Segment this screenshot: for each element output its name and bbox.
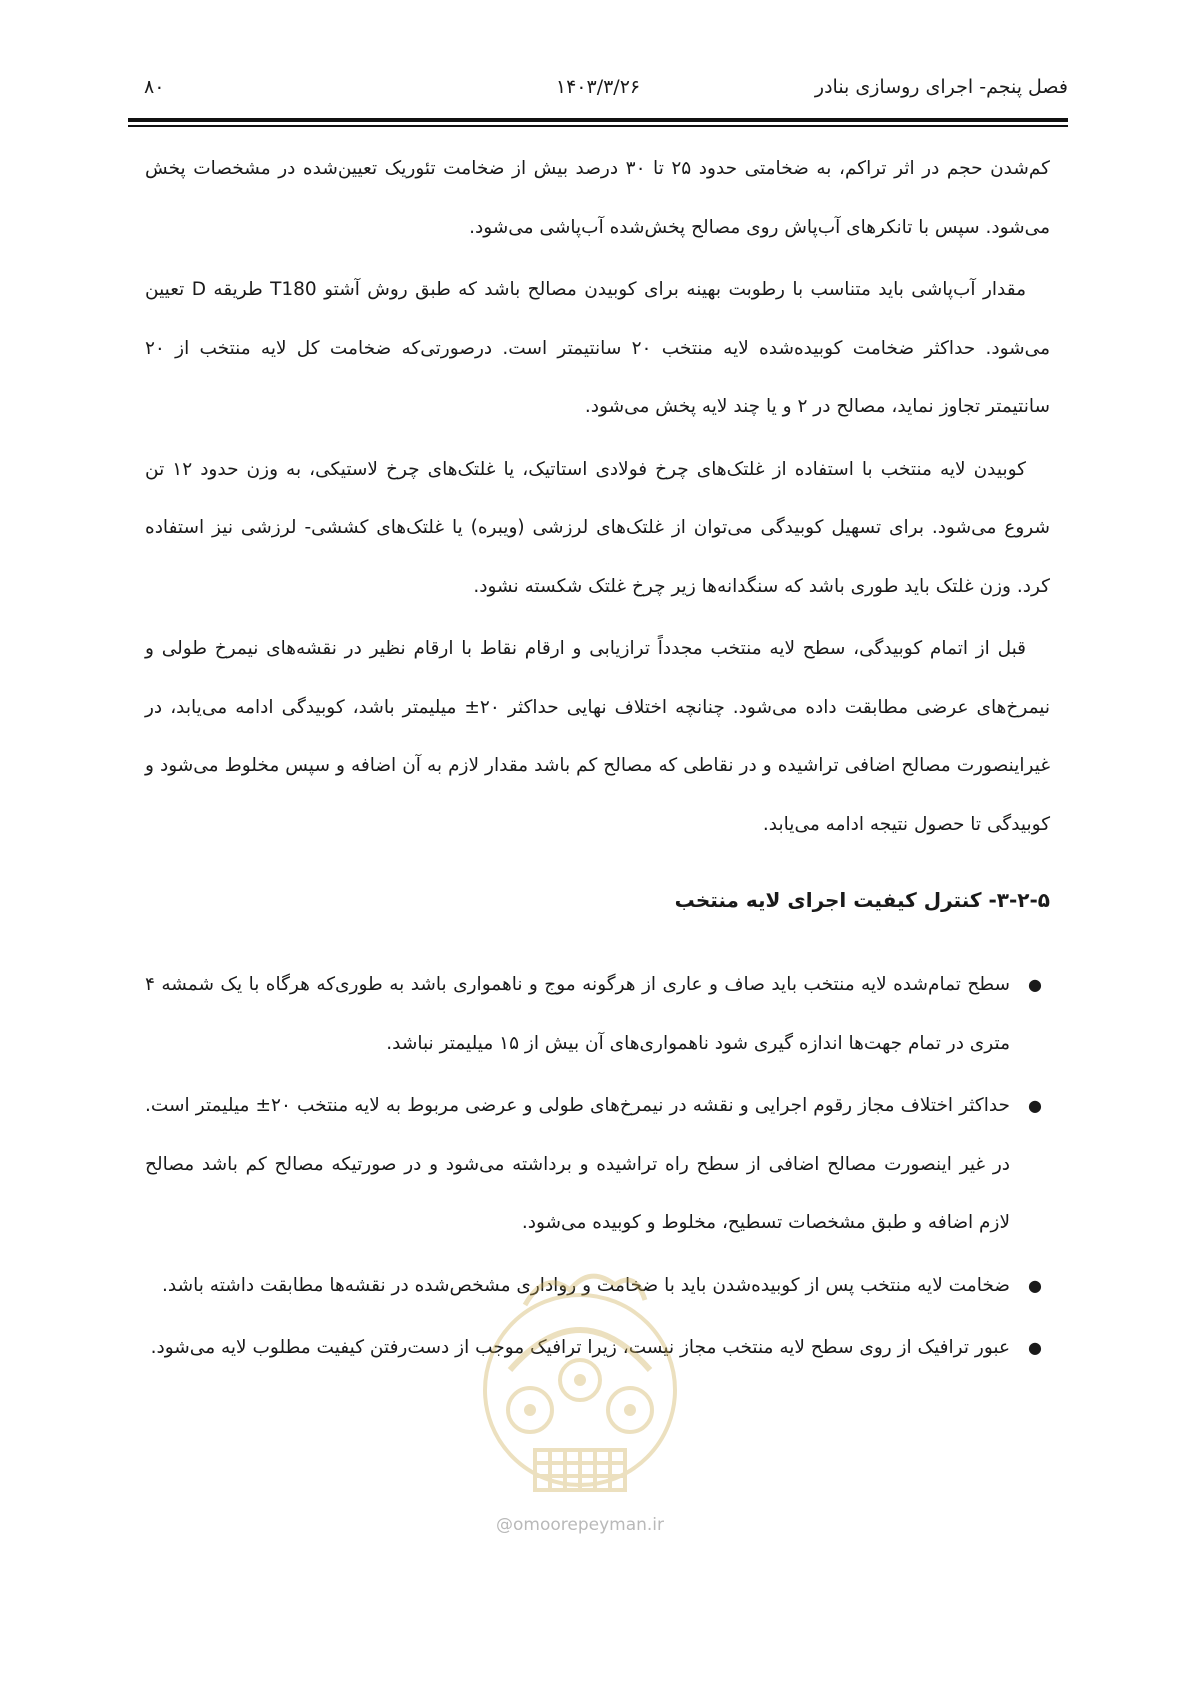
bullet-icon: ●	[1028, 1338, 1042, 1357]
body-content	[145, 140, 1050, 1382]
watermark-logo-icon	[450, 1250, 710, 1520]
bullet-text-3: ضخامت لایه منتخب پس از کوبیده‌شدن باید با ضخامت و رواداری مشخص‌شده در نقشه‌ها مطابقت داشته باشد.	[162, 1274, 1010, 1296]
page-header	[128, 76, 1068, 108]
bullet-icon: ●	[1028, 1275, 1042, 1295]
paragraph-4: قبل از اتمام کوبیدگی، سطح لایه منتخب مجدداً ترازیابی و ارقام نقاط با ارقام نظیر در نقشه‌های نیمرخ طولی و نیمرخ‌های عرضی مطابقت داده می‌شود. چنانچه اختلاف نهایی حداکثر ۲۰± میلیمتر باشد، کوبیدگی ادامه می‌یابد، در غیراینصورت مصالح اضافی تراشیده و در نقاطی که مصالح کم باشد مقدار لازم به آن اضافه و سپس مخلوط می‌شود و کوبیدگی تا حصول نتیجه ادامه می‌یابد.	[145, 638, 1050, 835]
paragraph-3: کوبیدن لایه منتخب با استفاده از غلتک‌های چرخ فولادی استاتیک، یا غلتک‌های چرخ لاستیکی، به وزن حدود ۱۲ تن شروع می‌شود. برای تسهیل کوبیدگی می‌توان از غلتک‌های لرزشی (ویبره) یا غلتک‌های کششی- لرزشی نیز استفاده کرد. وزن غلتک باید طوری باشد که سنگدانه‌ها زیر چرخ غلتک شکسته نشود.	[145, 458, 1050, 597]
bullet-icon: ●	[1028, 1096, 1042, 1115]
bullet-icon: ●	[1028, 975, 1042, 994]
bullet-text-1: سطح تمام‌شده لایه منتخب باید صاف و عاری از هرگونه موج و ناهمواری باشد به طوری‌که هرگاه با یک شمشه ۴ متری در تمام جهت‌ها اندازه گیری شود ناهمواری‌های آن بیش از ۱۵ میلیمتر نباشد.	[145, 974, 1010, 1054]
header-rule-thick	[128, 118, 1068, 122]
header-date: ۱۴۰۳/۳/۲۶	[555, 76, 641, 98]
bullet-item-1	[145, 956, 1050, 1073]
section-heading: ۳-۲-۵- کنترل کیفیت اجرای لایه منتخب	[674, 888, 1050, 912]
paragraph-1: کم‌شدن حجم در اثر تراکم، به ضخامتی حدود ۲۵ تا ۳۰ درصد بیش از ضخامت تئوریک تعیین‌شده در مشخصات پخش می‌شود. سپس با تانکرهای آب‌پاش روی مصالح پخش‌شده آب‌پاشی می‌شود.	[145, 158, 1050, 238]
bullet-text-2: حداکثر اختلاف مجاز رقوم اجرایی و نقشه در نیمرخ‌های طولی و عرضی مربوط به لایه منتخب ۲۰± میلیمتر است. در غیر اینصورت مصالح اضافی از سطح راه تراشیده و برداشته می‌شود و در صورتیکه مصالح کم باشد مصالح لازم اضافه و طبق مشخصات تسطیح، مخلوط و کوبیده می‌شود.	[145, 1095, 1010, 1233]
page-number: ۸۰	[144, 76, 165, 98]
watermark-url: @omoorepeyman.ir	[495, 1515, 665, 1535]
header-rule-thin	[128, 125, 1068, 127]
paragraph-2: مقدار آب‌پاشی باید متناسب با رطوبت بهینه برای کوبیدن مصالح باشد که طبق روش آشتو T180 طریقه D تعیین می‌شود. حداکثر ضخامت کوبیده‌شده لایه منتخب ۲۰ سانتیمتر است. درصورتی‌که ضخامت کل لایه منتخب از ۲۰ سانتیمتر تجاوز نماید، مصالح در ۲ و یا چند لایه پخش می‌شود.	[145, 279, 1050, 417]
bullet-text-4: عبور ترافیک از روی سطح لایه منتخب مجاز نیست، زیرا ترافیک موجب از دست‌رفتن کیفیت مطلوب لایه می‌شود.	[150, 1337, 1010, 1358]
bullet-item-2	[145, 1077, 1050, 1253]
chapter-title: فصل پنجم- اجرای روسازی بنادر	[814, 76, 1068, 98]
